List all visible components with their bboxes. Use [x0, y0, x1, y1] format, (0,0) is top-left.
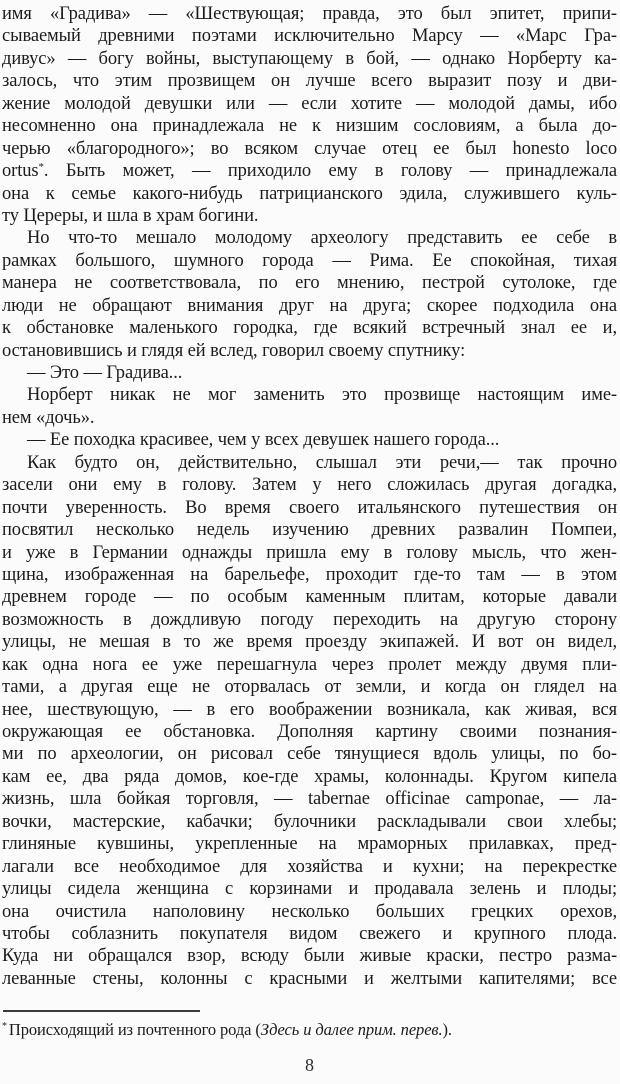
text-line: окружающая ее обстановка. Дополняя картину своими познания- [2, 722, 617, 742]
text-line: остановившись и глядя ей вслед, говорил своему спутнику: [2, 340, 466, 361]
text-line: улицы, не мешая в то же время проезду экипажей. И вот он видел, [2, 632, 617, 653]
text-line: нее, шествующую, — в его воображении возникала, как живая, вся [2, 699, 617, 720]
text-line: улицы сидела женщина с корзинами и продавала зелень и плоды; [2, 879, 617, 900]
text-line: манера не соответствовала, по его мнению, пестрой сутолоке, где [2, 273, 617, 294]
text-line: Норберт никак не мог заменить это прозвище настоящим име- [27, 385, 617, 406]
footnote-italic-note: Здесь и далее прим. перев. [260, 1020, 443, 1040]
page-body [2, 3, 617, 990]
text-line: Как будто он, действительно, слышал эти речи,— так прочно [27, 452, 617, 473]
text-line: вочки, мастерские, кабачки; булочники раскладывали свои хлебы; [2, 811, 617, 832]
footnote-divider [3, 1010, 200, 1012]
text-line: древнем городе — по особым каменным плитам, которые давали [2, 587, 617, 608]
footnote-tail: ). [442, 1020, 452, 1040]
text-line: посвятил несколько недель изучению древних развалин Помпеи, [2, 520, 617, 541]
text-line: нем «дочь». [2, 407, 95, 428]
text-line: щина, изображенная на барельефе, проходит где-то там — в этом [2, 564, 617, 585]
text-line: чтобы соблазнить покупателя видом свежего и крупного плода. [2, 923, 617, 944]
text-line [2, 160, 617, 182]
text-line: люди не обращают внимания друг на друга; скорее подходила она [2, 295, 617, 316]
text-line: рамках большого, шумного города — Рима. Ее спокойная, тихая [2, 250, 617, 271]
text-run: ortus [2, 161, 39, 182]
text-line: она очистила наполовину несколько больших грецких орехов, [2, 901, 617, 922]
text-line: несомненно она принадлежала не к низшим сословиям, а была до- [2, 116, 617, 137]
text-line: тами, а другая еще не оторвалась от земли, и когда он глядел на [2, 677, 617, 698]
text-line: ту Цереры, и шла в храм богини. [2, 205, 259, 226]
text-line: имя «Градива» — «Шествующая; правда, это был эпитет, припи- [2, 4, 617, 24]
text-run: . Быть может, — приходило ему в голову — принадлежала [43, 161, 617, 182]
footnote-marker: * [2, 1021, 7, 1033]
dialogue-line: — Ее походка красивее, чем у всех девушек нашего города... [27, 430, 500, 451]
dialogue-line: — Это — Градива... [27, 363, 183, 383]
text-line: залось, что этим прозвищем он лучше всего выразит позу и дви- [2, 71, 617, 92]
footnote-section [2, 1010, 617, 1041]
footnote-marker-ref: * [38, 161, 44, 174]
text-line: засели они ему в голову. Затем у него сложилась другая догадка, [2, 475, 617, 496]
text-line: черью «благородного»; во всяком случае отец ее был honesto loco [2, 138, 617, 159]
text-line: лагали все необходимое для хозяйства и кухни; на перекрестке [2, 856, 617, 877]
text-line: возможность в дождливую погоду переходить на другую сторону [2, 609, 617, 630]
text-line: и уже в Германии однажды пришла ему в голову мысль, что жен- [2, 542, 617, 563]
text-line: как одна нога ее уже перешагнула через пролет между двумя пли- [2, 654, 617, 675]
text-line: кам ее, два ряда домов, кое-где храмы, колоннады. Кругом кипела [2, 766, 617, 787]
text-line: леванные стены, колонны с красными и желтыми капителями; все [2, 968, 617, 989]
text-line: глиняные кувшины, укрепленные на мраморных прилавках, пред- [2, 834, 617, 855]
text-line: жизнь, шла бойкая торговля, — tabernae officinae camponae, — ла- [2, 789, 617, 810]
text-line: ми по археологии, он рисовал себе тянущиеся вдоль улицы, по бо- [2, 744, 617, 765]
text-line: жение молодой девушки или — если хотите — молодой дамы, ибо [2, 93, 617, 114]
text-line: почти уверенность. Во время своего итальянского путешествия он [2, 497, 617, 518]
footnote [2, 1018, 617, 1041]
page-number: 8 [305, 1055, 314, 1076]
text-line: Куда ни обращался взор, всюду были живые краски, пестро разма- [2, 946, 617, 967]
text-line: дивус» — богу войны, выступающему в бой, — однако Норберту ка- [2, 48, 617, 69]
footnote-text: Происходящий из почтенного рода ( [8, 1020, 261, 1040]
text-line: сываемый древними поэтами исключительно Марсу — «Марс Гра- [2, 26, 617, 47]
text-line: к обстановке маленького городка, где всякий встречный знал ее и, [2, 318, 617, 339]
text-line: Но что-то мешало молодому археологу представить ее себе в [27, 228, 617, 249]
text-line: она к семье какого-нибудь патрицианского эдила, служившего куль- [2, 183, 617, 204]
